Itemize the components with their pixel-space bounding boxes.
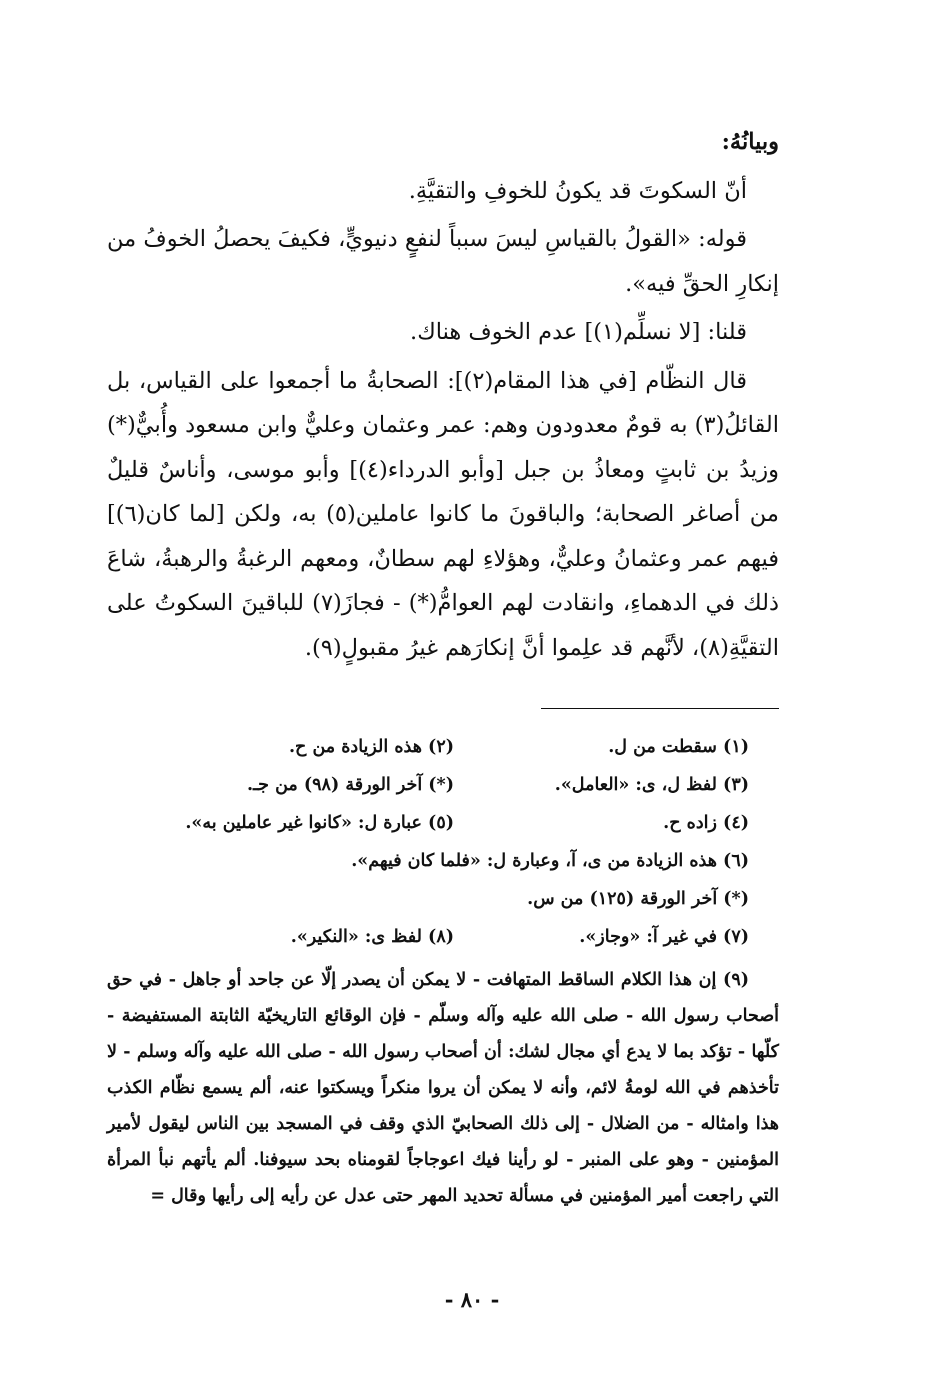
footnote-4: (٤) زاده ح. bbox=[663, 813, 749, 833]
footnote-8: (٨) لفظ ى: «النكير». bbox=[290, 927, 454, 947]
paragraph-3: قلنا: [لا نسلِّم(١)] عدم الخوف هناك. bbox=[410, 319, 747, 345]
footnote-separator bbox=[541, 708, 779, 709]
footnote-1: (١) سقطت من ل. bbox=[608, 737, 749, 757]
footnote-2: (٢) هذه الزيادة من ح. bbox=[288, 737, 454, 757]
paragraph-4: قال النظّام [في هذا المقام(٢)]: الصحابةُ ما أجمعوا على القياس، بل القائلُ(٣) به قومٌ معدودون وهم: عمر وعثمان وعليٌّ وابن مسعود وأُبيٌّ(*) وزيدُ بن ثابتٍ ومعاذُ بن جبل [وأبو الدرداء(٤)] وأبو موسى، وأناسٌ قليلٌ من أصاغر الصحابة؛ والباقونَ ما كانوا عاملين(٥) به، ولكن [لما كان(٦)] فيهم عمر وعثمانُ وعليٌّ، وهؤلاءِ لهم سطانٌ، ومعهم الرغبةُ والرهبةُ، شاعَ ذلك في الدهماءِ، وانقادت لهم العوامُّ(*) - فجازَ(٧) للباقينَ السكوتُ على التقيَّةِ(٨)، لأنَّهم قد علِموا أنَّ إنكارَهم غيرُ مقبولٍ(٩). bbox=[107, 367, 780, 661]
footnote-9 bbox=[107, 962, 779, 1214]
footnote-6: (٦) هذه الزيادة من ى، آ، وعبارة ل: «فلما كان فيهم». bbox=[351, 851, 749, 871]
page-number: - ٨٠ - bbox=[444, 1287, 500, 1312]
footnote-star-2: (*) آخر الورقة (١٢٥) من س. bbox=[527, 889, 749, 909]
paragraph-1: أنّ السكوتَ قد يكونُ للخوفِ والتقيَّةِ. bbox=[408, 177, 747, 204]
footnote-5: (٥) عبارة ل: «كانوا غير عاملين به». bbox=[185, 813, 454, 833]
footnote-row bbox=[107, 728, 779, 766]
main-text-body bbox=[107, 120, 779, 674]
footnote-row bbox=[107, 766, 779, 804]
footnote-row bbox=[107, 804, 779, 842]
footnotes bbox=[107, 728, 779, 1214]
footnote-3: (٣) لفظ ل، ى: «العامل». bbox=[554, 775, 749, 795]
footnote-7: (٧) في غير آ: «وجاز». bbox=[579, 927, 749, 947]
section-heading: وبيانُهُ: bbox=[721, 129, 779, 155]
paragraph-2: قوله: «القولُ بالقياسِ ليسَ سبباً لنفعٍ دنيويٍّ، فكيفَ يحصلُ الخوفُ من إنكارِ الحقِّ فيه». bbox=[107, 226, 779, 297]
footnote-9-text: (٩) إن هذا الكلام الساقط المتهافت - لا يمكن أن يصدر إلّا عن جاحد أو جاهل - في حق أصحاب رسول الله - صلى الله عليه وآله وسلّم - فإن الوقائع التاريخيّة الثابتة المستفيضة - كلّها - تؤكد بما لا يدع أي مجال لشك: أن أصحاب رسول الله - صلى الله عليه وآله وسلم - لا تأخذهم في الله لومةُ لائم، وأنه لا يمكن أن يروا منكراً ويسكتوا عنه، ألم يسمع نظّام الكذب هذا وامثاله - من الضلال - إلى ذلك الصحابيّ الذي وقف في المسجد بين الناس ليقول لأمير المؤمنين - وهو على المنبر - لو رأينا فيك اعوجاجاً لقومناه بحد سيوفنا. ألم يأتهم نبأ المرأة التي راجعت أمير المؤمنين في مسألة تحديد المهر حتى عدل عن رأيه إلى رأيها وقال = bbox=[107, 970, 779, 1206]
footnote-star-1: (*) آخر الورقة (٩٨) من جـ. bbox=[246, 775, 454, 795]
footnote-row bbox=[107, 918, 779, 956]
